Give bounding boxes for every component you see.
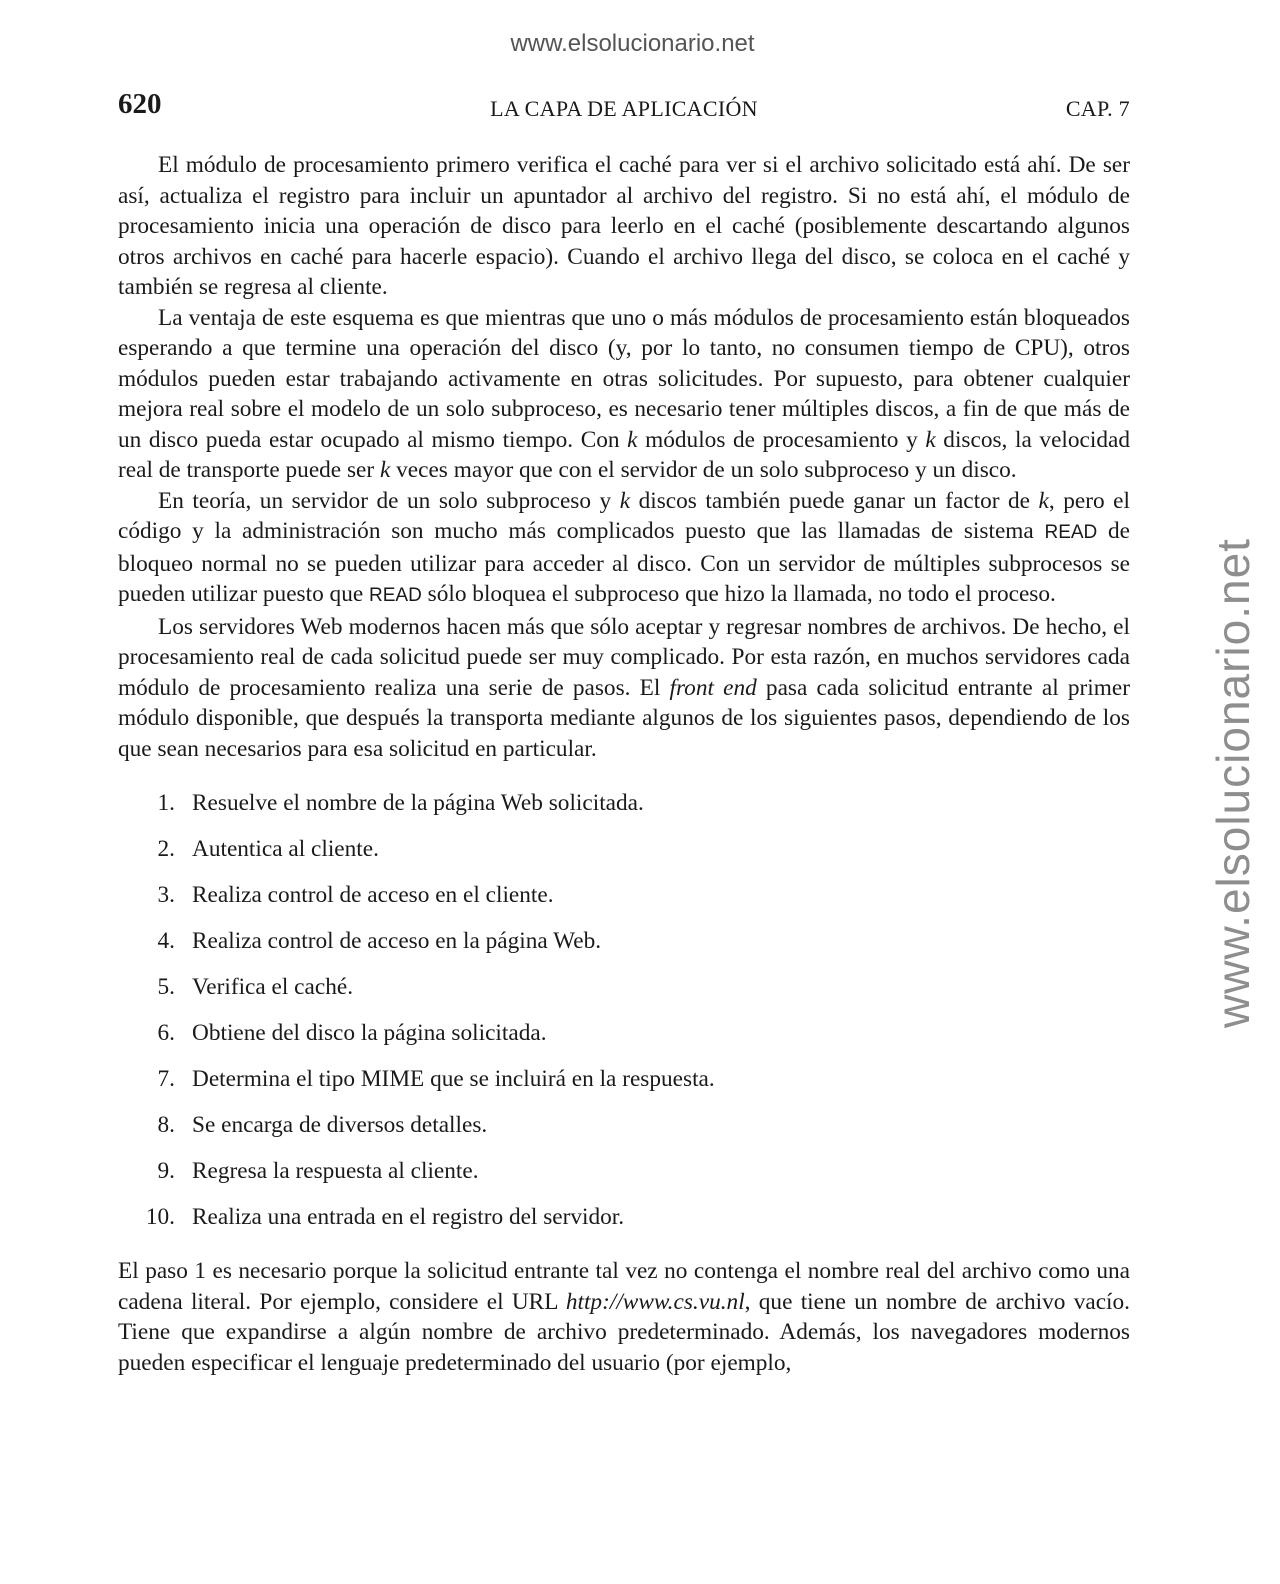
paragraph-2 xyxy=(118,303,1130,486)
list-number: 9. xyxy=(157,1157,175,1184)
paragraph-3 xyxy=(118,486,1130,612)
body-text xyxy=(118,150,1130,1378)
italic-variable: k xyxy=(619,487,631,514)
steps-list xyxy=(118,780,1130,1240)
text-run: El paso 1 es necesario porque la solicitud entrante tal vez no contenga el nombre real del archivo como una cadena literal. Por ejemplo, considere el URL xyxy=(118,1258,1130,1315)
list-item xyxy=(118,1194,1130,1240)
italic-variable: k xyxy=(1038,487,1049,514)
italic-variable: k xyxy=(379,457,391,483)
text-run: , que tiene un nombre de archivo vacío. Tiene que expandirse a algún nombre de archivo predeterminado. Además, los navegadores modernos pueden especificar el lenguaje predeterminado del usuario (por ejemplo, xyxy=(118,1288,1130,1376)
list-item xyxy=(118,1102,1130,1148)
code-keyword: READ xyxy=(369,585,422,606)
list-number: 4. xyxy=(157,927,175,954)
list-item xyxy=(118,1056,1130,1102)
text-run: Los servidores Web modernos hacen más que sólo aceptar y regresar nombres de archivos. De hecho, el procesamiento real de cada solicitud puede ser muy complicado. Por esta razón, en muchos servidores cada módulo de procesamiento realiza una serie de pasos. El xyxy=(118,613,1130,701)
list-number: 2. xyxy=(157,835,175,862)
text-run: discos, la velocidad real de transporte puede ser xyxy=(118,426,1130,483)
list-item xyxy=(118,1010,1130,1056)
list-number: 5. xyxy=(157,973,175,1000)
list-number: 1. xyxy=(157,789,175,816)
list-item xyxy=(118,780,1130,826)
paragraph-1: El módulo de procesamiento primero verifica el caché para ver si el archivo solicitado está ahí. De ser así, actualiza el registro para incluir un apuntador al archivo del registro. Si no está ahí, el módulo de procesamiento inicia una operación de disco para leerlo en el caché (posiblemente descartando algunos otros archivos en caché para hacerle espacio). Cuando el archivo llega del disco, se coloca en el caché y también se regresa al cliente. xyxy=(118,152,1130,300)
page-number: 620 xyxy=(118,88,162,120)
italic-variable: k xyxy=(925,426,936,453)
list-text: Realiza una entrada en el registro del servidor. xyxy=(192,1203,625,1230)
list-text: Determina el tipo MIME que se incluirá en la respuesta. xyxy=(192,1065,715,1092)
text-run: veces mayor que con el servidor de un solo subproceso y un disco. xyxy=(390,457,1017,483)
running-title: LA CAPA DE APLICACIÓN xyxy=(490,96,758,121)
list-text: Realiza control de acceso en la página Web. xyxy=(192,927,602,954)
list-number: 7. xyxy=(157,1065,175,1092)
list-text: Autentica al cliente. xyxy=(192,835,379,862)
text-run: pasa cada solicitud entrante al primer módulo disponible, que después la transporta mediante algunos de los siguientes pasos, dependiendo de los que sean necesarios para esa solicitud en particular. xyxy=(118,674,1130,762)
list-item xyxy=(118,1148,1130,1194)
list-text: Verifica el caché. xyxy=(192,973,354,1000)
list-number: 8. xyxy=(157,1111,175,1138)
chapter-label: CAP. 7 xyxy=(1065,96,1130,121)
list-text: Resuelve el nombre de la página Web solicitada. xyxy=(192,789,644,816)
watermark-top: www.elsolucionario.net xyxy=(510,30,755,57)
text-run: sólo bloquea el subproceso que hizo la llamada, no todo el proceso. xyxy=(421,581,1056,607)
list-item xyxy=(118,964,1130,1010)
list-text: Obtiene del disco la página solicitada. xyxy=(192,1019,547,1046)
list-number: 10. xyxy=(145,1203,175,1230)
code-keyword: READ xyxy=(1044,522,1098,543)
list-item xyxy=(118,918,1130,964)
url-link-text: http://www.cs.vu.nl xyxy=(565,1288,745,1315)
list-text: Regresa la respuesta al cliente. xyxy=(192,1157,479,1184)
text-run: de bloqueo normal no se pueden utilizar para acceder al disco. Con un servidor de múltiples subprocesos se pueden utilizar puesto que xyxy=(118,518,1130,607)
list-item xyxy=(118,826,1130,872)
text-run: En teoría, un servidor de un solo subproceso y xyxy=(158,487,620,514)
italic-term: front end xyxy=(669,674,757,701)
list-number: 3. xyxy=(157,881,175,908)
list-text: Realiza control de acceso en el cliente. xyxy=(192,881,554,908)
list-text: Se encarga de diversos detalles. xyxy=(192,1111,488,1138)
paragraph-4 xyxy=(118,612,1130,765)
list-number: 6. xyxy=(157,1019,175,1046)
text-run: discos también puede ganar un factor de xyxy=(630,487,1039,514)
text-run: , pero el código y la administración son mucho más complicados puesto que las llamadas de sistema xyxy=(118,487,1130,544)
page-header xyxy=(118,88,1130,128)
list-item xyxy=(118,872,1130,918)
watermark-side: www.elsolucionario.net xyxy=(1207,538,1259,1028)
text-run: La ventaja de este esquema es que mientras que uno o más módulos de procesamiento están bloqueados esperando a que termine una operación del disco (y, por lo tanto, no consumen tiempo de CPU), otros módulos pueden estar trabajando activamente en otras solicitudes. Por supuesto, para obtener cualquier mejora real sobre el modelo de un solo subproceso, es necesario tener múltiples discos, a fin de que más de un disco pueda estar ocupado al mismo tiempo. Con xyxy=(118,304,1130,453)
paragraph-5 xyxy=(118,1256,1130,1378)
italic-variable: k xyxy=(627,426,638,453)
text-run: módulos de procesamiento y xyxy=(637,426,926,453)
